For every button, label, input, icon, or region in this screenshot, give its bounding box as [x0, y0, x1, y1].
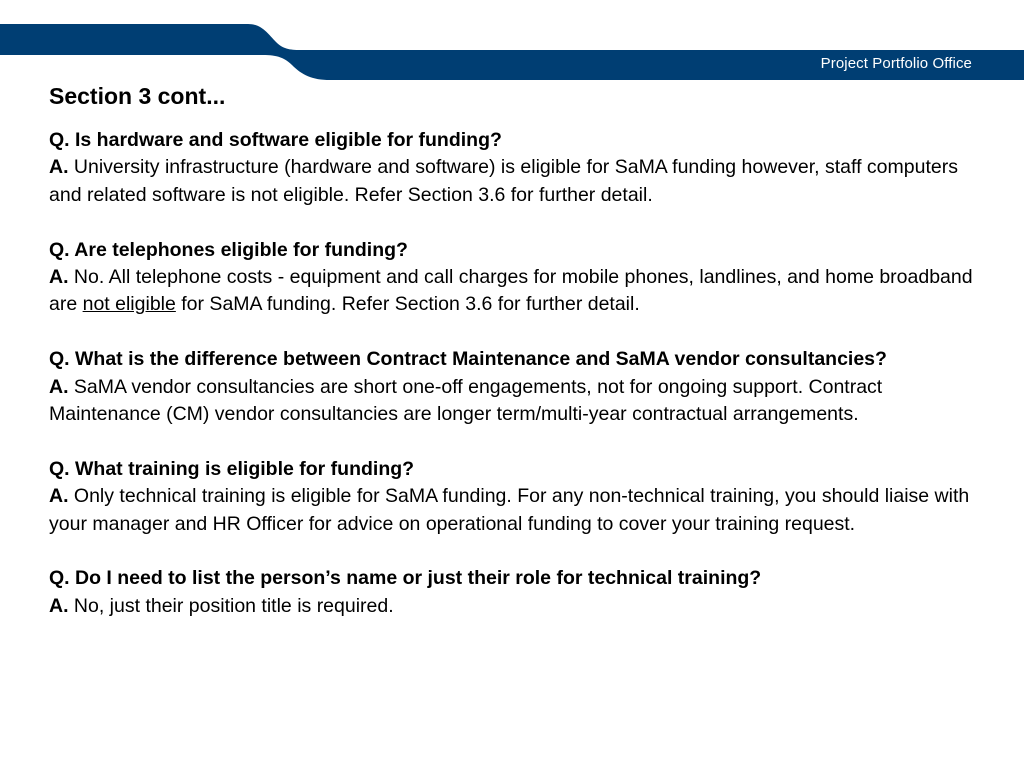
section-title: Section 3 cont... — [49, 83, 226, 109]
faq-item-person-name — [49, 565, 989, 620]
faq-question: Q. Is hardware and software eligible for funding? — [49, 129, 502, 151]
faq-question: Q. Do I need to list the person’s name or just their role for technical training? — [49, 567, 762, 590]
faq-item-hardware-software — [49, 127, 989, 209]
header-banner — [0, 0, 1024, 82]
answer-label: A. — [49, 485, 74, 508]
faq-answer-part1: No. All telephone costs - equipment and call charges for mobile phones, landlines, and home broadband are — [49, 266, 973, 316]
faq-question: Q. What is the difference between Contract Maintenance and SaMA vendor consultancies? — [49, 348, 887, 371]
faq-item-telephones — [49, 237, 989, 319]
faq-answer: No, just their position title is required. — [73, 594, 394, 617]
answer-label: A. — [49, 594, 74, 617]
faq-list — [49, 127, 989, 648]
answer-label: A. — [49, 266, 74, 289]
not-eligible-emphasis: not eligible — [82, 293, 176, 316]
answer-label: A. — [49, 156, 74, 179]
faq-answer: University infrastructure (hardware and software) is eligible for SaMA funding however, staff computers and related software is not eligible. Refer Section 3.6 for further detail. — [49, 156, 958, 206]
faq-item-training — [49, 456, 989, 538]
faq-question: Q. Are telephones eligible for funding? — [49, 238, 408, 261]
faq-answer: Only technical training is eligible for SaMA funding. For any non-technical training, you should liaise with your manager and HR Officer for advice on operational funding to cover your training request. — [49, 485, 970, 535]
faq-question: Q. What training is eligible for funding? — [49, 457, 415, 480]
answer-label: A. — [49, 375, 74, 398]
org-name: Project Portfolio Office — [820, 55, 972, 72]
faq-item-vendor-consultancies — [49, 346, 989, 428]
faq-answer-part2: for SaMA funding. Refer Section 3.6 for further detail. — [175, 293, 640, 316]
faq-answer: SaMA vendor consultancies are short one-off engagements, not for ongoing support. Contract Maintenance (CM) vendor consultancies are longer term/multi-year contractual arrangements. — [49, 375, 883, 426]
